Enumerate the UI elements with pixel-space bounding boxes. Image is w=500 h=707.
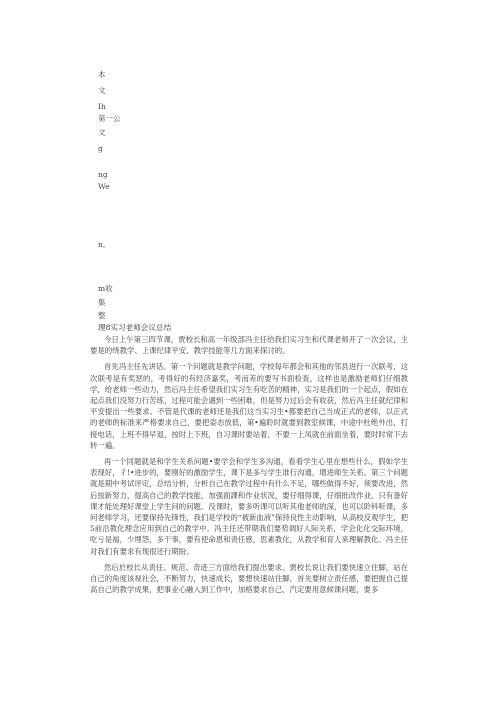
margin-fragment: We xyxy=(98,182,110,191)
margin-fragment: 整 xyxy=(98,311,106,320)
document-body xyxy=(90,334,408,600)
margin-fragment: 文 xyxy=(98,86,106,95)
paragraph: 然后於校长从责任、规范、奇迹三方面给我们提出要求。贾校长说让我们要快速立住脚，站在自己的角度该视社会，不断努力，快速成长，要想快速站住脚，首先要树立责任感，要把握自己提高自己的教学成果，把事业心融入到工作中，加格要求自己，汽定要用意候课问题，要多 xyxy=(90,562,408,595)
margin-fragment: Ih xyxy=(98,102,106,111)
paragraph: 再一个同题就是和学生关系问题•要学会和学生多沟通，看看学生心里在想些什么，假如学生表现好，彳!•进步的，要刚好的激励学生，课下是多与学生谁行沟通，增进师生关系。第三个问题就是期中考试评定，总结分析，分析自己在教学过程中有什么不足，哪些做得不好，须要改进，然后按新努力，提高自己的教学技能，加强面課和作业状况，要仔细得课，仔细批改作业。只有备好课才能处理好课堂上学生问的问题。没课时，要多听课可以听其他老师的深，也可以聆科听课，多问老师学习，还要保持先锋性，我们是学校的“被新血液”保持良性主动影响，从高校反观学生，把5前沿教化理念应用到自己的教学中。冯主任还带期我们要势调好人际关系，学会化化交际环境，吃亏是福，少埋怨，多干事，要有使命恩和责任感，思素教化，从教学和育人来理解教化。冯主任对我们有要求有现很还行期盼。 xyxy=(90,457,408,556)
paragraph: 今日上午第三四节课，贾校长和高一年级部冯主任给我们实习生和代课老师开了一次会议，主要是的绕教学、上课纪律平安、教学技能等几方面来探讨的。 xyxy=(90,335,408,356)
margin-fragment: ng xyxy=(98,170,108,179)
margin-fragment: 第一公 xyxy=(98,114,121,123)
paragraph: 首先冯主任先讲话。第一个问题就是教学问题，学校每年都会和其他的邻县进行一次联考，这次联考是有奖惩的，考得好的有经济嘉奖，考而差的要写书面检查，这样也是激励老师们仔细教学，给老师一些动力，然后冯主任希望我们实习生有吃苦的精神，实习是我们的一个起点，假如在起点我们没努力行苦练，过程可能会遇到一些困难，但是努力过后会有收获，然后冯主任就纪律和平安提出一些要求。不管是代课的老师还是我们这当实习生•都要把自己当成正式的老师，以正式的老师的标准来严格要求自己，要把姿态放低，第•遍聆时就要到教室候课，中途中杜绝外出，打接电话，上班不得早退，按时上下班，自习课时要站着，不要一上凤就在前面坐着，要时时常下去转一遍。 xyxy=(90,362,408,450)
margin-fragment: 文 xyxy=(98,128,106,137)
margin-fragment: m收 xyxy=(98,284,113,293)
document-title: 理8实习老师会议总结 xyxy=(98,323,172,332)
margin-fragment: g xyxy=(98,144,103,153)
margin-fragment: n。 xyxy=(98,240,111,249)
margin-fragment: 本 xyxy=(98,70,106,79)
margin-fragment: 集 xyxy=(98,298,106,307)
